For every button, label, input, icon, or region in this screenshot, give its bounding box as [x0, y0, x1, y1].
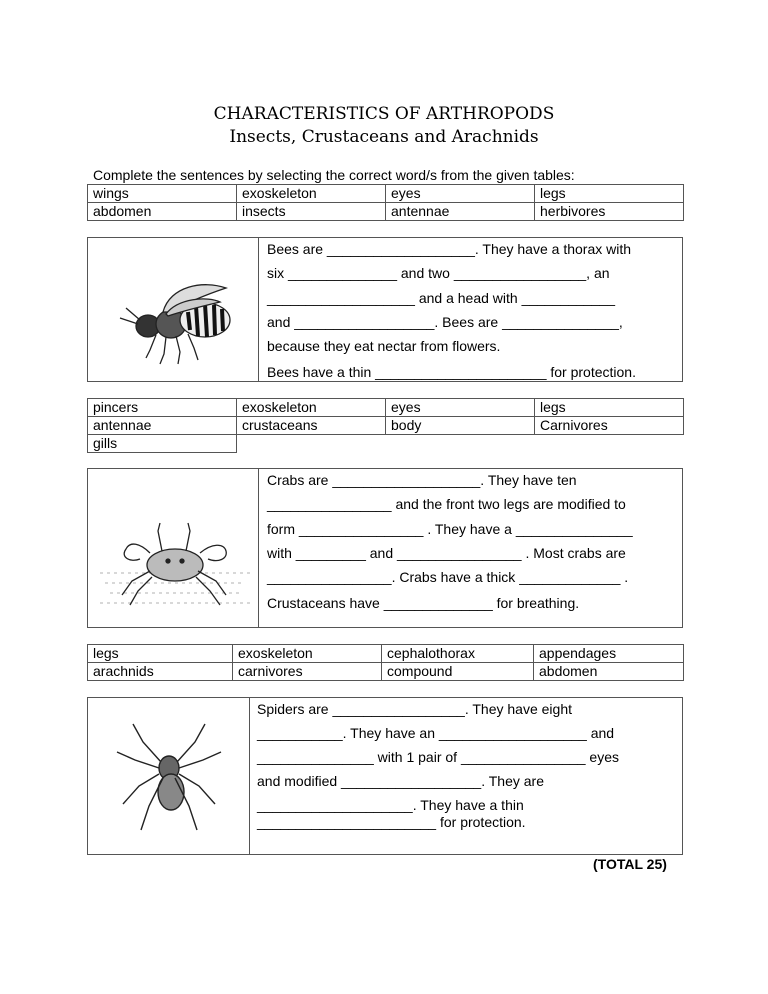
word-cell: Carnivores: [535, 417, 684, 435]
table-row: [88, 645, 684, 663]
word-cell: compound: [382, 663, 534, 681]
page-title: CHARACTERISTICS OF ARTHROPODS: [213, 104, 555, 124]
word-cell: abdomen: [534, 663, 684, 681]
word-cell: exoskeleton: [237, 399, 386, 417]
sentence-line: ___________________ and a head with ____________: [267, 290, 616, 306]
sentence-line: six ______________ and two _________________, an: [267, 265, 610, 281]
table-row: [88, 203, 684, 221]
bee-illustration: [108, 278, 243, 368]
word-cell: appendages: [534, 645, 684, 663]
word-cell: exoskeleton: [237, 185, 386, 203]
bee-picture-cell: [88, 238, 259, 381]
spider-picture-cell: [88, 698, 250, 854]
crab-picture-cell: [88, 469, 259, 627]
word-cell: legs: [535, 399, 684, 417]
sentence-line: _______________ with 1 pair of ________________ eyes: [257, 749, 619, 765]
word-cell: antennae: [88, 417, 237, 435]
sentence-line: because they eat nectar from flowers.: [267, 338, 501, 354]
spider-illustration: [113, 720, 225, 840]
sentence-line: Bees have a thin ______________________ for protection.: [267, 364, 636, 380]
word-cell: legs: [535, 185, 684, 203]
sentence-line: and __________________. Bees are _______________,: [267, 314, 623, 330]
sentence-line: and modified __________________. They are: [257, 773, 544, 789]
sentence-line: ________________. Crabs have a thick _____________ .: [267, 569, 629, 585]
crustaceans-section: [87, 468, 683, 628]
word-cell: carnivores: [233, 663, 382, 681]
insects-word-table: [87, 184, 684, 221]
sentence-line: Crabs are ___________________. They have ten: [267, 472, 577, 488]
word-cell: exoskeleton: [233, 645, 382, 663]
word-cell: pincers: [88, 399, 237, 417]
instructions: Complete the sentences by selecting the correct word/s from the given tables:: [93, 167, 575, 183]
sentence-line: ________________ and the front two legs are modified to: [267, 496, 626, 512]
sentence-line: with _________ and ________________ . Most crabs are: [267, 545, 626, 561]
word-cell: legs: [88, 645, 233, 663]
sentence-line: form ________________ . They have a _______________: [267, 521, 633, 537]
sentence-line: ____________________. They have a thin: [257, 797, 524, 813]
word-cell: antennae: [386, 203, 535, 221]
page-subtitle: Insects, Crustaceans and Arachnids: [229, 127, 539, 147]
sentence-line: Spiders are _________________. They have eight: [257, 701, 572, 717]
table-row: [88, 185, 684, 203]
word-cell: abdomen: [88, 203, 237, 221]
sentence-line: ___________. They have an ___________________ and: [257, 725, 615, 741]
word-cell: gills: [88, 435, 237, 453]
word-cell: herbivores: [535, 203, 684, 221]
word-cell: wings: [88, 185, 237, 203]
word-cell: body: [386, 417, 535, 435]
word-cell: arachnids: [88, 663, 233, 681]
total-score: (TOTAL 25): [593, 856, 667, 872]
table-row: [88, 399, 684, 417]
sentence-line: Crustaceans have ______________ for breathing.: [267, 595, 580, 611]
word-cell: eyes: [386, 185, 535, 203]
crustaceans-word-table: [87, 398, 684, 453]
table-row: [88, 663, 684, 681]
empty-cell: [237, 435, 684, 453]
insects-section: [87, 237, 683, 382]
word-cell: crustaceans: [237, 417, 386, 435]
sentence-line: _______________________ for protection.: [257, 814, 526, 830]
crab-illustration: [100, 513, 250, 613]
word-cell: cephalothorax: [382, 645, 534, 663]
table-row: [88, 435, 684, 453]
arachnids-word-table: [87, 644, 684, 681]
table-row: [88, 417, 684, 435]
arachnids-section: [87, 697, 683, 855]
sentence-line: Bees are ___________________. They have a thorax with: [267, 241, 632, 257]
word-cell: eyes: [386, 399, 535, 417]
word-cell: insects: [237, 203, 386, 221]
